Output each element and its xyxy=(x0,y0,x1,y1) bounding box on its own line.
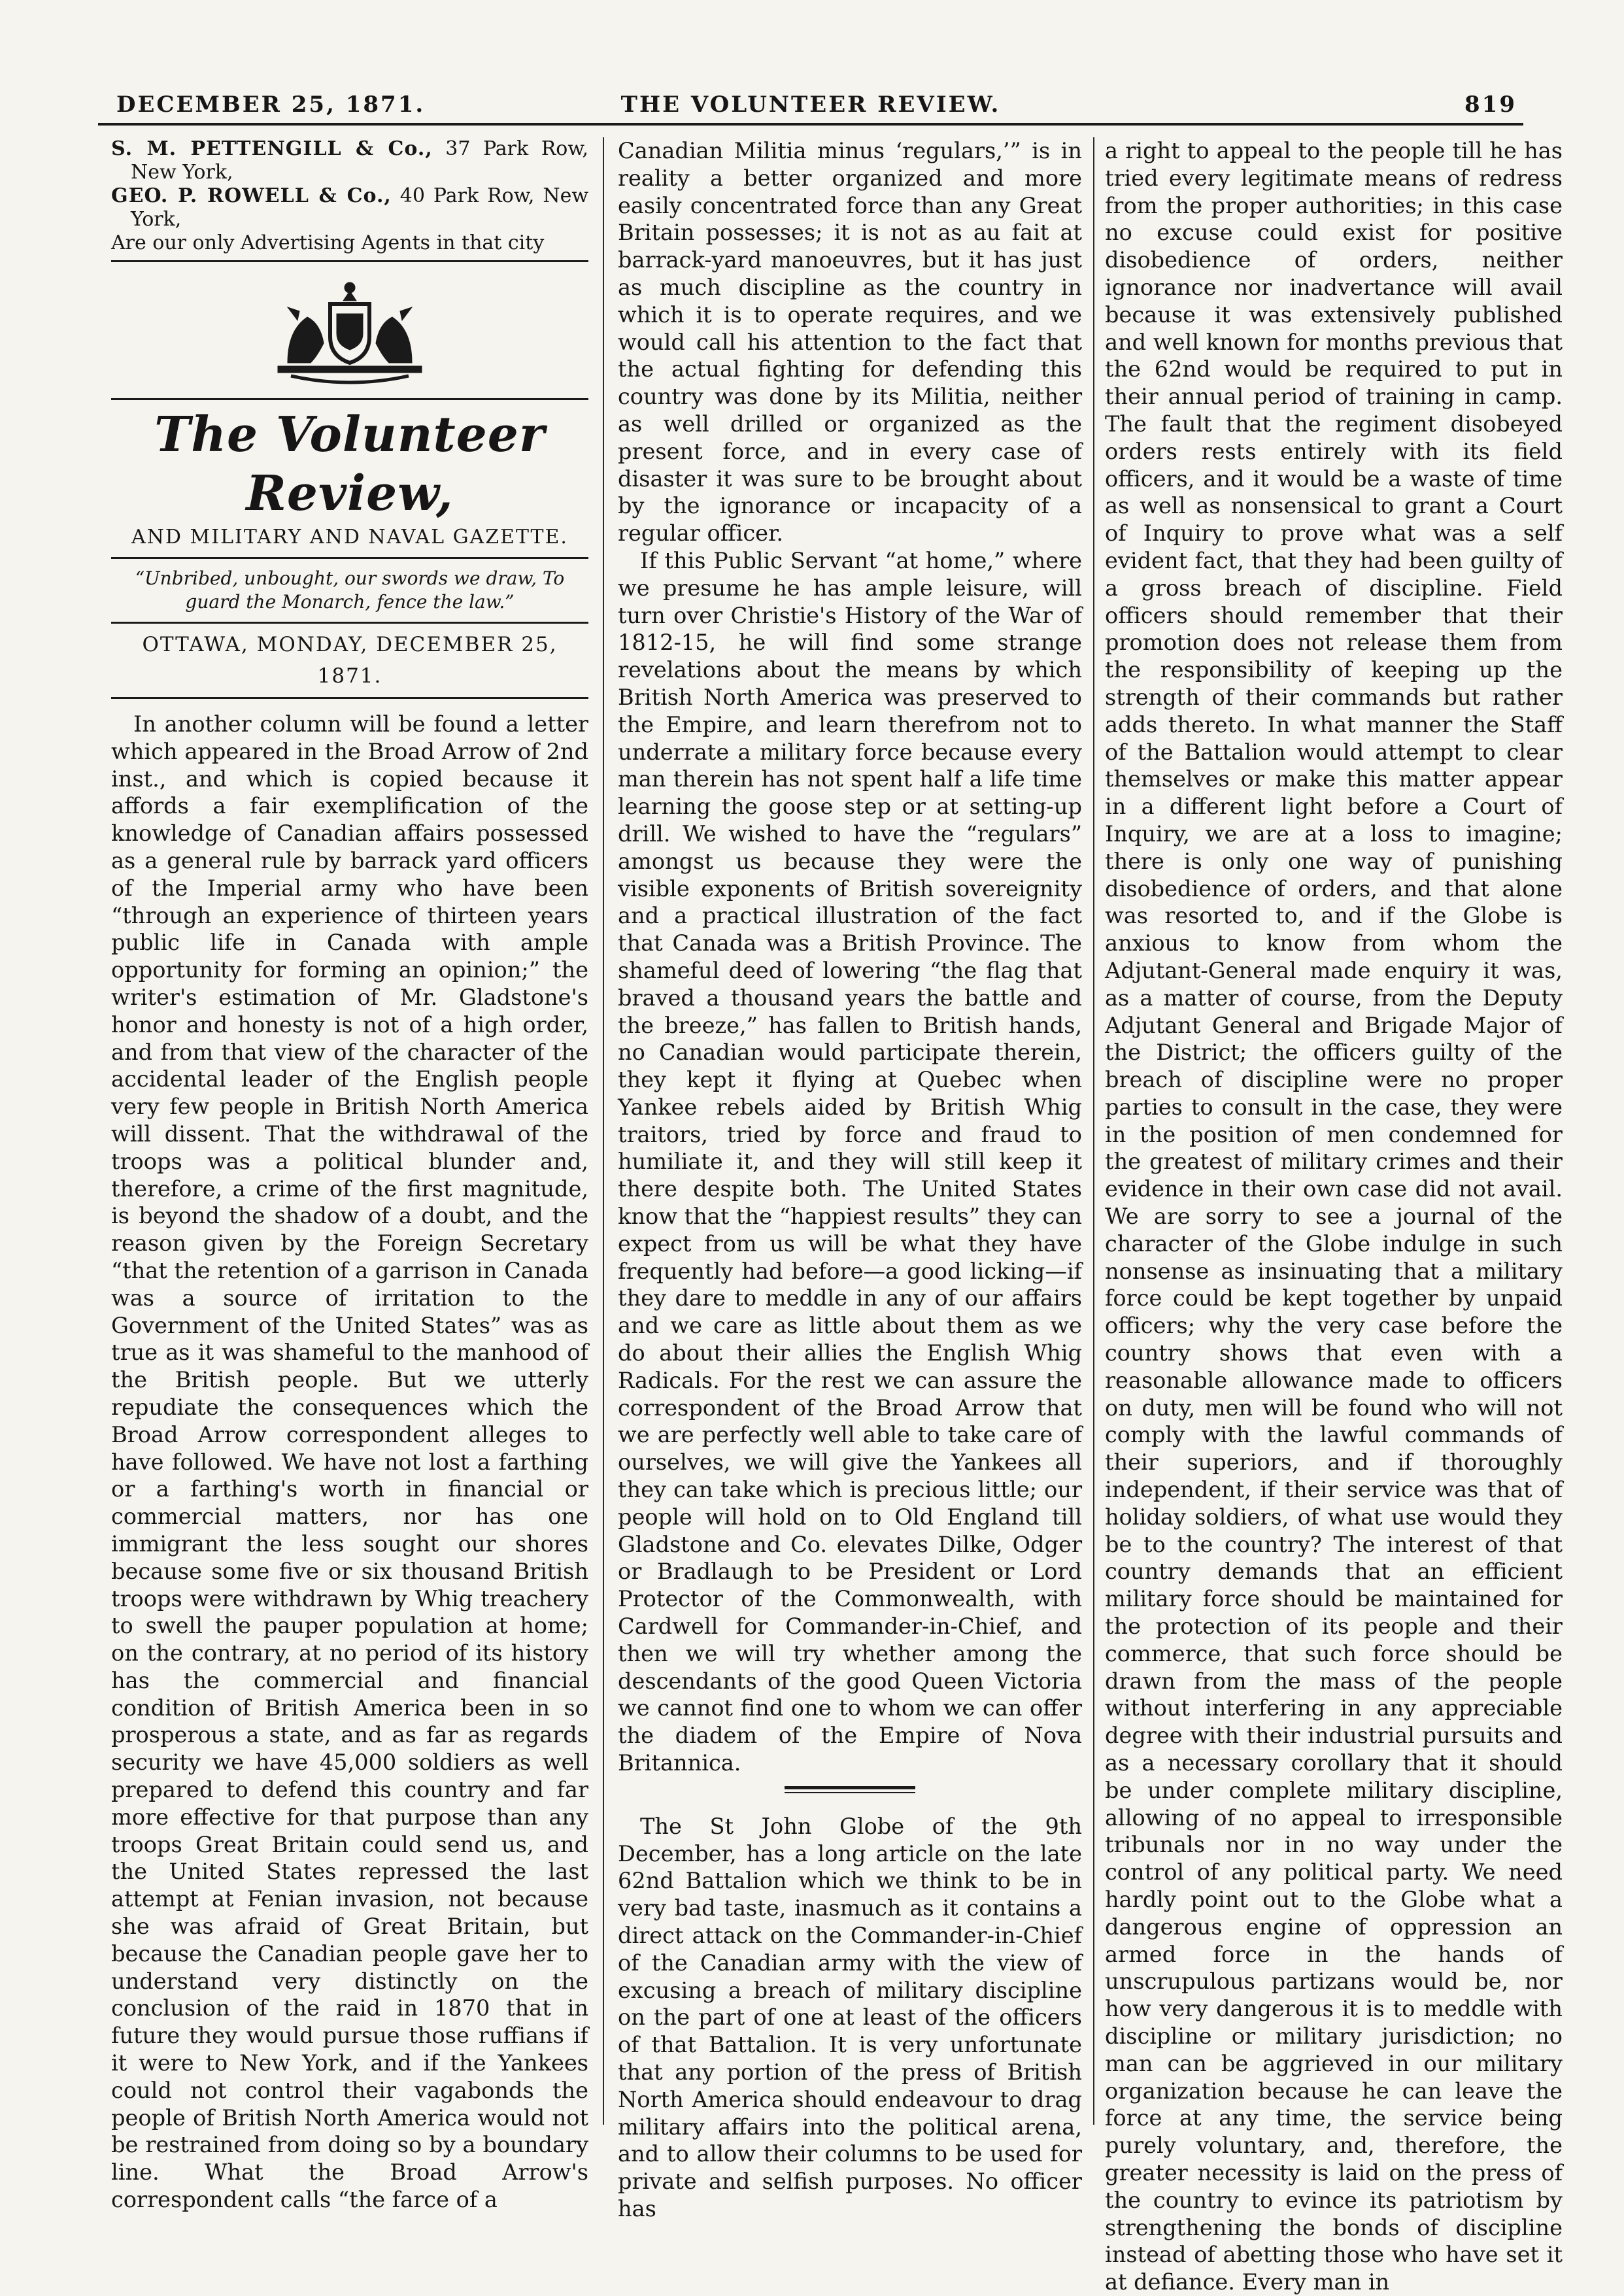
article-separator xyxy=(785,1786,915,1793)
agent-name: GEO. P. ROWELL & Co., xyxy=(111,184,392,207)
divider xyxy=(111,557,588,559)
divider xyxy=(111,622,588,624)
article-paragraph: In another column will be found a letter which appeared in the Broad Arrow of 2nd inst., and which is copied because it affords a fair exemplification of the knowledge of Canadian affairs possessed as a general rule by barrack yard officers of the Imperial army who have been “through an experience of thirteen years public life in Canada with ample opportunity for forming an opinion;” the writer's estimation of Mr. Gladstone's honor and honesty is not of a high order, and from that view of the character of the accidental leader of the English people very few people in British North America will dissent. That the withdrawal of the troops was a political blunder and, therefore, a crime of the first magnitude, is beyond the shadow of a doubt, and the reason given by the Foreign Secretary “that the retention of a garrison in Canada was a source of irritation to the Government of the United States” was as true as it was shameful to the manhood of the British people. But we utterly repudiate the consequences which the Broad Arrow correspondent alleges to have followed. We have not lost a farthing or a farthing's worth in financial or commercial matters, nor has one immigrant the less sought our shores because some five or six thousand British troops were withdrawn by Whig treachery to swell the pauper population at home; on the contrary, at no period of its history has the commercial and financial condition of British America been in so prosperous a state, and as far as regards security we have 45,000 soldiers as well prepared to defend this country and far more effective for that purpose than any troops Great Britain could send us, and the United States repressed the last attempt at Fenian invasion, not because she was afraid of Great Britain, but because the Canadian people gave her to understand very distinctly on the conclusion of the raid in 1870 that in future they would pursue those ruffians if it were to New York, and if the Yankees could not control their vagabonds the people of British North America would not be restrained from doing so by a boundary line. What the Broad Arrow's correspondent calls “the farce of a xyxy=(111,711,588,2213)
masthead-motto: “Unbribed, unbought, our swords we draw, To guard the Monarch, fence the law.” xyxy=(135,567,565,613)
masthead-subtitle: AND MILITARY AND NAVAL GAZETTE. xyxy=(131,526,568,549)
header-date: DECEMBER 25, 1871. xyxy=(116,92,426,118)
dateline: OTTAWA, MONDAY, DECEMBER 25, 1871. xyxy=(142,633,558,688)
column-2 xyxy=(618,137,1082,2221)
column-rule xyxy=(1093,137,1094,2125)
agent-entry xyxy=(111,137,588,184)
agent-address: 40 Park Row, New York, xyxy=(131,184,588,231)
agent-name: S. M. PETTENGILL & Co., xyxy=(111,137,433,160)
agents-note: Are our only Advertising Agents in that city xyxy=(111,231,545,254)
article-paragraph: a right to appeal to the people till he has tried every legitimate means of redress from the proper authorities; in this case no excuse could exist for positive disobedience of orders, neither ignorance nor inadvertance will avail because it was extensively published and well known for months previous that the 62nd would be required to put in their annual period of training in camp. The fault that the regiment disobeyed orders rests entirely with its field officers, and it would be a waste of time as well as nonsensical to grant a Court of Inquiry to prove what was a self evident fact, that they had been guilty of a gross breach of discipline. Field officers should remember that their promotion does not release them from the responsibility of keeping up the strength of their commands but rather adds thereto. In what manner the Staff of the Battalion would attempt to clear themselves or make this matter appear in a different light before a Court of Inquiry, we are at a loss to imagine; there is only one way of punishing disobedience of orders, and that alone was resorted to, and if the Globe is anxious to know from whom the Adjutant-General made enquiry it was, as a matter of course, from the Deputy Adjutant General and Brigade Major of the District; the officers guilty of the breach of discipline were no proper parties to consult in the case, they were in the position of men condemned for the greatest of military crimes and their evidence in their own case did not avail. We are sorry to see a journal of the character of the Globe indulge in such nonsense as insinuating that a military force could be kept together by unpaid officers; why the very case before the country shows that even with a reasonable allowance made to officers on duty, men will be found who will not comply with the lawful commands of their superiors, and if thoroughly independent, if their service was that of holiday soldiers, of what use would they be to the country? The interest of that country demands that an efficient military force should be maintained for the protection of its people and their commerce, that such force should be drawn from the mass of the people without interfering in any appreciable degree with their industrial pursuits and as a necessary corollary that it should be under complete military discipline, allowing of no appeal to irresponsible tribunals nor in no way under the control of any political party. We need hardly point out to the Globe what a dangerous engine of oppression an armed force in the hands of unscrupulous partizans would be, nor how very dangerous it is to meddle with discipline or military jurisdiction; no man can be aggrieved in our military organization because he can leave the force at any time, the service being purely voluntary, and, therefore, the greater necessity is laid on the press of the country to evince its patriotism by strengthening the bonds of discipline instead of abetting those who have set it at defiance. Every man in xyxy=(1105,138,1563,2295)
agent-address: 37 Park Row, New York, xyxy=(131,137,588,184)
column-1 xyxy=(111,137,588,2213)
advertising-agents xyxy=(111,137,588,255)
divider xyxy=(111,398,588,400)
column-3 xyxy=(1105,137,1563,2295)
header-publication: THE VOLUNTEER REVIEW. xyxy=(620,92,1001,118)
article-paragraph: The St John Globe of the 9th December, has a long article on the late 62nd Battalion which we think to be in very bad taste, inasmuch as it contains a direct attack on the Commander-in-Chief of the Canadian army with the view of excusing a breach of military discipline on the part of one at least of the officers of that Battalion. It is very unfortunate that any portion of the press of British North America should endeavour to drag military affairs into the political arena, and to allow their columns to be used for private and selfish purposes. No officer has xyxy=(618,1813,1082,2221)
divider xyxy=(111,697,588,699)
article-paragraph: Canadian Militia minus ‘regulars,’” is in reality a better organized and more easily concentrated force than any Great Britain possesses; it is not as au fait at barrack-yard manoeuvres, but it has just as much discipline as the country in which it is to operate requires, and we would call his attention to the fact that the actual fighting for defending this country was done by its Militia, neither as well drilled or organized as the present force, and in every case of disaster it was sure to be brought about by the ignorance or incapacity of a regular officer. xyxy=(618,138,1082,547)
page-number: 819 xyxy=(1464,92,1517,118)
page-header xyxy=(98,84,1523,126)
column-rule xyxy=(603,137,604,2125)
agent-entry xyxy=(111,184,588,231)
masthead-title: The Volunteer Review, xyxy=(154,407,545,522)
royal-crest-icon xyxy=(252,278,448,389)
divider xyxy=(111,260,588,262)
article-paragraph: If this Public Servant “at home,” where we presume he has ample leisure, will turn over Christie's History of the War of 1812-15, he will find some strange revelations about the means by which British North America was preserved to the Empire, and learn therefrom not to underrate a military force because every man therein has not spent half a life time learning the goose step or at setting-up drill. We wished to have the “regulars” amongst us because they were the visible exponents of British sovereignity and a practical illustration of the fact that Canada was a British Province. The shameful deed of lowering “the flag that braved a thousand years the battle and the breeze,” has fallen to British hands, no Canadian would participate therein, they kept it flying at Quebec when Yankee rebels aided by British Whig traitors, tried by force and fraud to humiliate it, and they will still keep it there despite both. The United States know that the “happiest results” they can expect from us will be what they have frequently had before—a good licking—if they dare to meddle in any of our affairs and we care as little about them as we do about their allies the English Whig Radicals. For the rest we can assure the correspondent of the Broad Arrow that we are perfectly well able to take care of ourselves, we will give the Yankees all they can take which is precious little; our people will hold on to Old England till Gladstone and Co. elevates Dilke, Odger or Bradlaugh to be President or Lord Protector of the Commonwealth, with Cardwell for Commander-in-Chief, and then we will try whether among the descendants of the good Queen Victoria we cannot find one to whom we can offer the diadem of the Empire of Nova Britannica. xyxy=(618,547,1082,1776)
